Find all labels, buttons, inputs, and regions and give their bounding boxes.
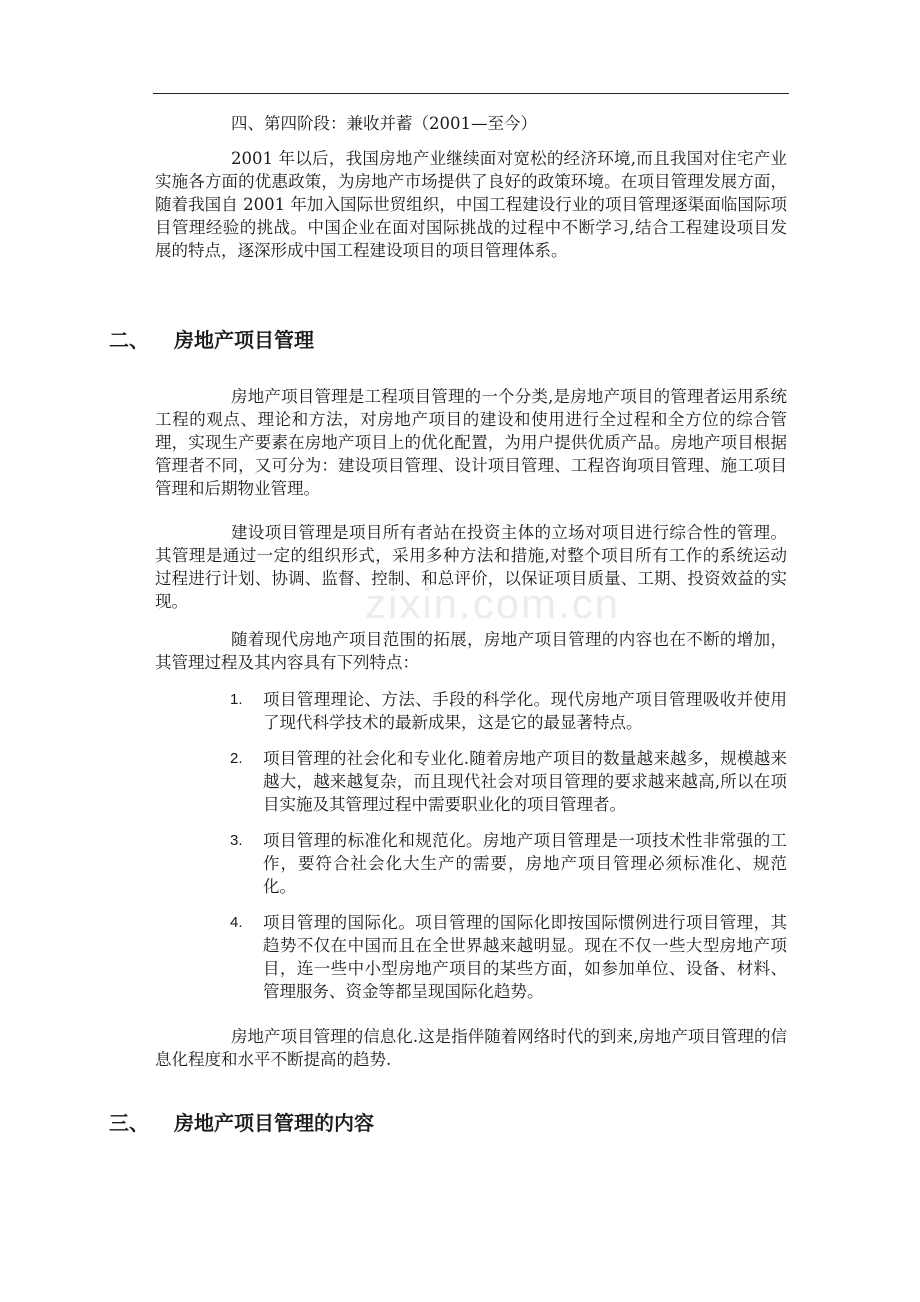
list-item-text: 项目管理的国际化。项目管理的国际化即按国际惯例进行项目管理，其趋势不仅在中国而且在全世界越来越明显。现在不仅一些大型房地产项目，连一些中小型房地产项目的某些方面，如参加单位、设备、材料、管理服务、资金等都呈现国际化趋势。 [263, 913, 787, 1001]
watermark: zixin.com.cn [365, 580, 621, 627]
list-marker: 1. [230, 691, 243, 708]
stage4-body: 2001 年以后，我国房地产业继续面对宽松的经济环境,而且我国对住宅产业实施各方面的优惠政策，为房地产市场提供了良好的政策环境。在项目管理发展方面，随着我国自 2001 年加入国际世贸组织，中国工程建设行业的项目管理逐渠面临国际项目管理经验的挑战。中国企业在面对国际挑战的过程中不断学习,结合工程建设项目发展的特点，逐深形成中国工程建设项目的项目管理体系。 [155, 149, 787, 260]
section2-closing: 房地产项目管理的信息化.这是指伴随着网络时代的到来,房地产项目管理的信息化程度和水平不断提高的趋势. [155, 1027, 787, 1069]
list-item-text: 项目管理的标准化和规范化。房地产项目管理是一项技术性非常强的工作，要符合社会化大生产的需要，房地产项目管理必须标准化、规范化。 [263, 831, 787, 896]
section2-paragraph-1: 房地产项目管理是工程项目管理的一个分类,是房地产项目的管理者运用系统工程的观点、理论和方法，对房地产项目的建设和使用进行全过程和全方位的综合管理，实现生产要素在房地产项目上的优化配置，为用户提供优质产品。房地产项目根据管理者不同，又可分为：建设项目管理、设计项目管理、工程咨询项目管理、施工项目管理和后期物业管理。 [155, 387, 787, 498]
list-item [230, 747, 787, 816]
section3-title: 房地产项目管理的内容 [174, 1111, 374, 1135]
section3-heading [109, 1110, 374, 1136]
section2-paragraph-3: 随着现代房地产项目范围的拓展，房地产项目管理的内容也在不断的增加，其管理过程及其内容具有下列特点： [155, 630, 787, 672]
section2-number: 二、 [109, 328, 149, 352]
header-rule [153, 93, 789, 94]
list-marker: 4. [230, 914, 243, 931]
section2-heading [109, 327, 314, 353]
section2-title: 房地产项目管理 [174, 328, 314, 352]
list-item-text: 项目管理的社会化和专业化.随着房地产项目的数量越来越多，规模越来越大，越来越复杂，而且现代社会对项目管理的要求越来越高,所以在项目实施及其管理过程中需要职业化的项目管理者。 [263, 749, 787, 814]
features-list [230, 688, 787, 1016]
list-item [230, 688, 787, 734]
list-item [230, 911, 787, 1003]
list-item-text: 项目管理理论、方法、手段的科学化。现代房地产项目管理吸收并使用了现代科学技术的最新成果，这是它的最显著特点。 [263, 690, 787, 732]
section2-paragraph-2: 建设项目管理是项目所有者站在投资主体的立场对项目进行综合性的管理。其管理是通过一定的组织形式，采用多种方法和措施,对整个项目所有工作的系统运动过程进行计划、协调、监督、控制、和总评价，以保证项目质量、工期、投资效益的实现。 [155, 523, 787, 611]
list-marker: 2. [230, 750, 243, 767]
stage4-title: 四、第四阶段：兼收并蓄（2001—至今） [231, 114, 537, 133]
list-item [230, 829, 787, 898]
section3-number: 三、 [109, 1111, 149, 1135]
list-marker: 3. [230, 832, 243, 849]
